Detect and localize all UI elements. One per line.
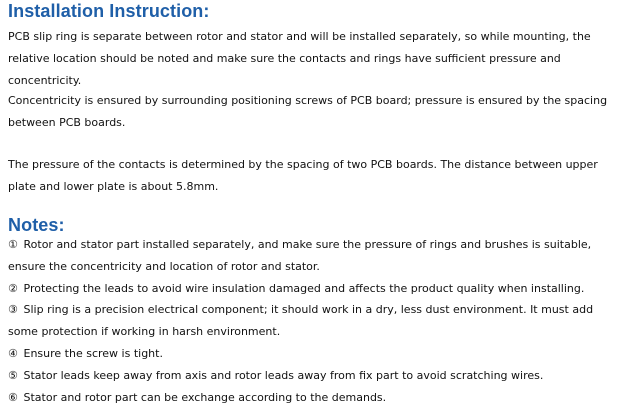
note-marker-5: ⑤ (8, 368, 18, 382)
note-text-3: Slip ring is a precision electrical component; it should work in a dry, less dust environment. It must add some protection if working in harsh environment. (8, 303, 594, 339)
note-text-1: Rotor and stator part installed separately, and make sure the pressure of rings and brushes is suitable, ensure the concentricity and location of rotor and stator. (8, 238, 592, 273)
note-marker-3: ③ (8, 303, 18, 317)
note-text-2: Protecting the leads to avoid wire insulation damaged and affects the product quality when installing. (23, 281, 585, 295)
installation-paragraph-3: The pressure of the contacts is determined by the spacing of two PCB boards. The distance between upper plate and lower plate is about 5.8mm. (8, 158, 598, 193)
note-marker-6: ⑥ (8, 390, 18, 404)
installation-heading: Installation Instruction: (8, 1, 210, 21)
note-item-1 (8, 234, 618, 278)
note-marker-4: ④ (8, 346, 18, 360)
note-marker-2: ② (8, 281, 18, 295)
note-text-4: Ensure the screw is tight. (23, 346, 163, 360)
installation-paragraph-2: Concentricity is ensured by surrounding positioning screws of PCB board; pressure is ensured by the spacing between PCB boards. (8, 94, 608, 129)
note-marker-1: ① (8, 238, 18, 251)
notes-heading: Notes: (8, 215, 65, 235)
notes-list (8, 234, 618, 408)
note-item-5 (8, 365, 618, 387)
note-item-3 (8, 299, 618, 343)
note-item-2 (8, 278, 618, 300)
note-item-4 (8, 343, 618, 365)
note-item-6 (8, 387, 618, 409)
installation-paragraph-1: PCB slip ring is separate between rotor and stator and will be installed separately, so while mounting, the relative location should be noted and make sure the contacts and rings have sufficient pressure and concentricity. (8, 30, 591, 87)
note-text-6: Stator and rotor part can be exchange according to the demands. (23, 390, 387, 404)
note-text-5: Stator leads keep away from axis and rotor leads away from fix part to avoid scratching wires. (23, 368, 544, 382)
